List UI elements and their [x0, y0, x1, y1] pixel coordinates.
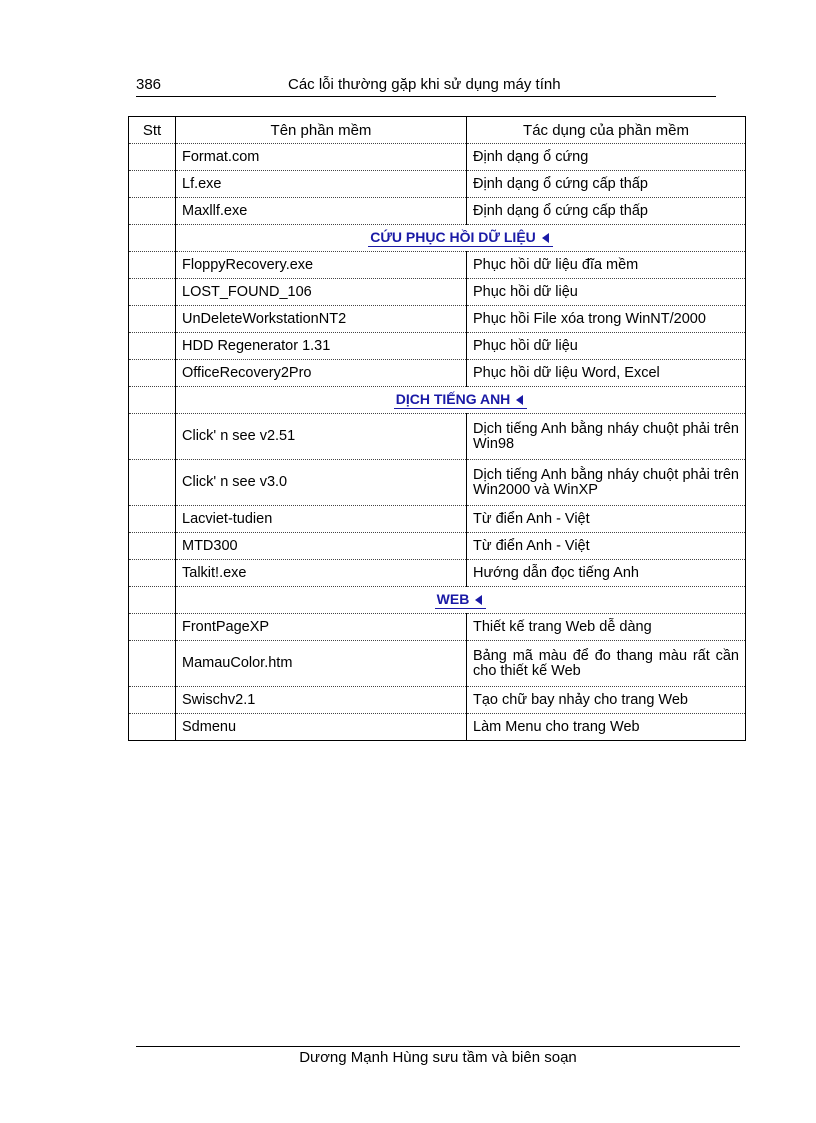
category-row	[129, 587, 746, 614]
page-number: 386	[136, 76, 162, 93]
category-label: CỨU PHỤC HỒI DỮ LIỆU	[370, 228, 536, 245]
table-row	[129, 306, 746, 333]
software-name: MamauColor.htm	[176, 641, 467, 687]
category-label: DỊCH TIẾNG ANH	[395, 390, 511, 407]
category-heading	[176, 587, 746, 614]
category-link[interactable]	[435, 592, 487, 609]
stt-cell	[129, 714, 176, 741]
software-description: Từ điển Anh - Việt	[467, 506, 746, 533]
category-row	[129, 387, 746, 414]
software-description: Phục hồi dữ liệu Word, Excel	[467, 360, 746, 387]
table-row	[129, 144, 746, 171]
software-name: OfficeRecovery2Pro	[176, 360, 467, 387]
software-description: Bảng mã màu để đo thang màu rất cần cho thiết kế Web	[467, 641, 746, 687]
software-name: FrontPageXP	[176, 614, 467, 641]
software-description: Định dạng ổ cứng	[467, 144, 746, 171]
software-description: Định dạng ổ cứng cấp thấp	[467, 171, 746, 198]
software-description: Dịch tiếng Anh bằng nháy chuột phải trên Win98	[467, 414, 746, 460]
stt-cell	[129, 560, 176, 587]
stt-cell	[129, 360, 176, 387]
table-row	[129, 641, 746, 687]
stt-cell	[129, 506, 176, 533]
software-table	[128, 116, 746, 741]
stt-cell	[129, 641, 176, 687]
stt-cell	[129, 279, 176, 306]
stt-cell	[129, 171, 176, 198]
category-row	[129, 225, 746, 252]
software-name: Talkit!.exe	[176, 560, 467, 587]
table-row	[129, 360, 746, 387]
stt-cell	[129, 533, 176, 560]
table-row	[129, 252, 746, 279]
software-name: Maxllf.exe	[176, 198, 467, 225]
column-header-desc: Tác dụng của phần mềm	[467, 117, 746, 144]
stt-cell	[129, 198, 176, 225]
category-label: WEB	[436, 590, 470, 607]
stt-cell	[129, 306, 176, 333]
software-description: Tạo chữ bay nhảy cho trang Web	[467, 687, 746, 714]
stt-cell	[129, 614, 176, 641]
software-description: Phục hồi dữ liệu đĩa mềm	[467, 252, 746, 279]
page-header	[136, 76, 716, 97]
table-row	[129, 333, 746, 360]
category-heading	[176, 387, 746, 414]
table-row	[129, 171, 746, 198]
table-row	[129, 506, 746, 533]
stt-cell	[129, 144, 176, 171]
stt-cell	[129, 414, 176, 460]
stt-cell	[129, 687, 176, 714]
software-description: Phục hồi dữ liệu	[467, 279, 746, 306]
software-name: MTD300	[176, 533, 467, 560]
stt-cell	[129, 252, 176, 279]
software-description: Định dạng ổ cứng cấp thấp	[467, 198, 746, 225]
software-name: Sdmenu	[176, 714, 467, 741]
column-header-stt: Stt	[129, 117, 176, 144]
software-name: Click' n see v3.0	[176, 460, 467, 506]
software-description: Làm Menu cho trang Web	[467, 714, 746, 741]
software-description: Phục hồi dữ liệu	[467, 333, 746, 360]
software-description: Dịch tiếng Anh bằng nháy chuột phải trên Win2000 và WinXP	[467, 460, 746, 506]
back-arrow-icon	[475, 595, 482, 605]
software-description: Thiết kế trang Web dễ dàng	[467, 614, 746, 641]
software-name: LOST_FOUND_106	[176, 279, 467, 306]
table-row	[129, 414, 746, 460]
software-name: Lacviet-tudien	[176, 506, 467, 533]
stt-cell	[129, 333, 176, 360]
software-name: UnDeleteWorkstationNT2	[176, 306, 467, 333]
software-name: Swischv2.1	[176, 687, 467, 714]
table-row	[129, 560, 746, 587]
table-row	[129, 714, 746, 741]
book-title: Các lỗi thường gặp khi sử dụng máy tính	[288, 76, 561, 93]
table-row	[129, 687, 746, 714]
software-name: HDD Regenerator 1.31	[176, 333, 467, 360]
stt-cell	[129, 387, 176, 414]
category-link[interactable]	[394, 392, 528, 409]
table-row	[129, 279, 746, 306]
table-row	[129, 614, 746, 641]
category-link[interactable]	[368, 230, 553, 247]
category-heading	[176, 225, 746, 252]
page-footer: Dương Mạnh Hùng sưu tầm và biên soạn	[136, 1046, 740, 1066]
software-name: Click' n see v2.51	[176, 414, 467, 460]
software-description: Hướng dẫn đọc tiếng Anh	[467, 560, 746, 587]
table-row	[129, 198, 746, 225]
table-header-row	[129, 117, 746, 144]
software-name: Lf.exe	[176, 171, 467, 198]
software-name: FloppyRecovery.exe	[176, 252, 467, 279]
column-header-name: Tên phần mềm	[176, 117, 467, 144]
stt-cell	[129, 587, 176, 614]
back-arrow-icon	[516, 395, 523, 405]
stt-cell	[129, 225, 176, 252]
software-name: Format.com	[176, 144, 467, 171]
table-row	[129, 460, 746, 506]
stt-cell	[129, 460, 176, 506]
software-description: Phục hồi File xóa trong WinNT/2000	[467, 306, 746, 333]
table-row	[129, 533, 746, 560]
software-description: Từ điển Anh - Việt	[467, 533, 746, 560]
back-arrow-icon	[542, 233, 549, 243]
